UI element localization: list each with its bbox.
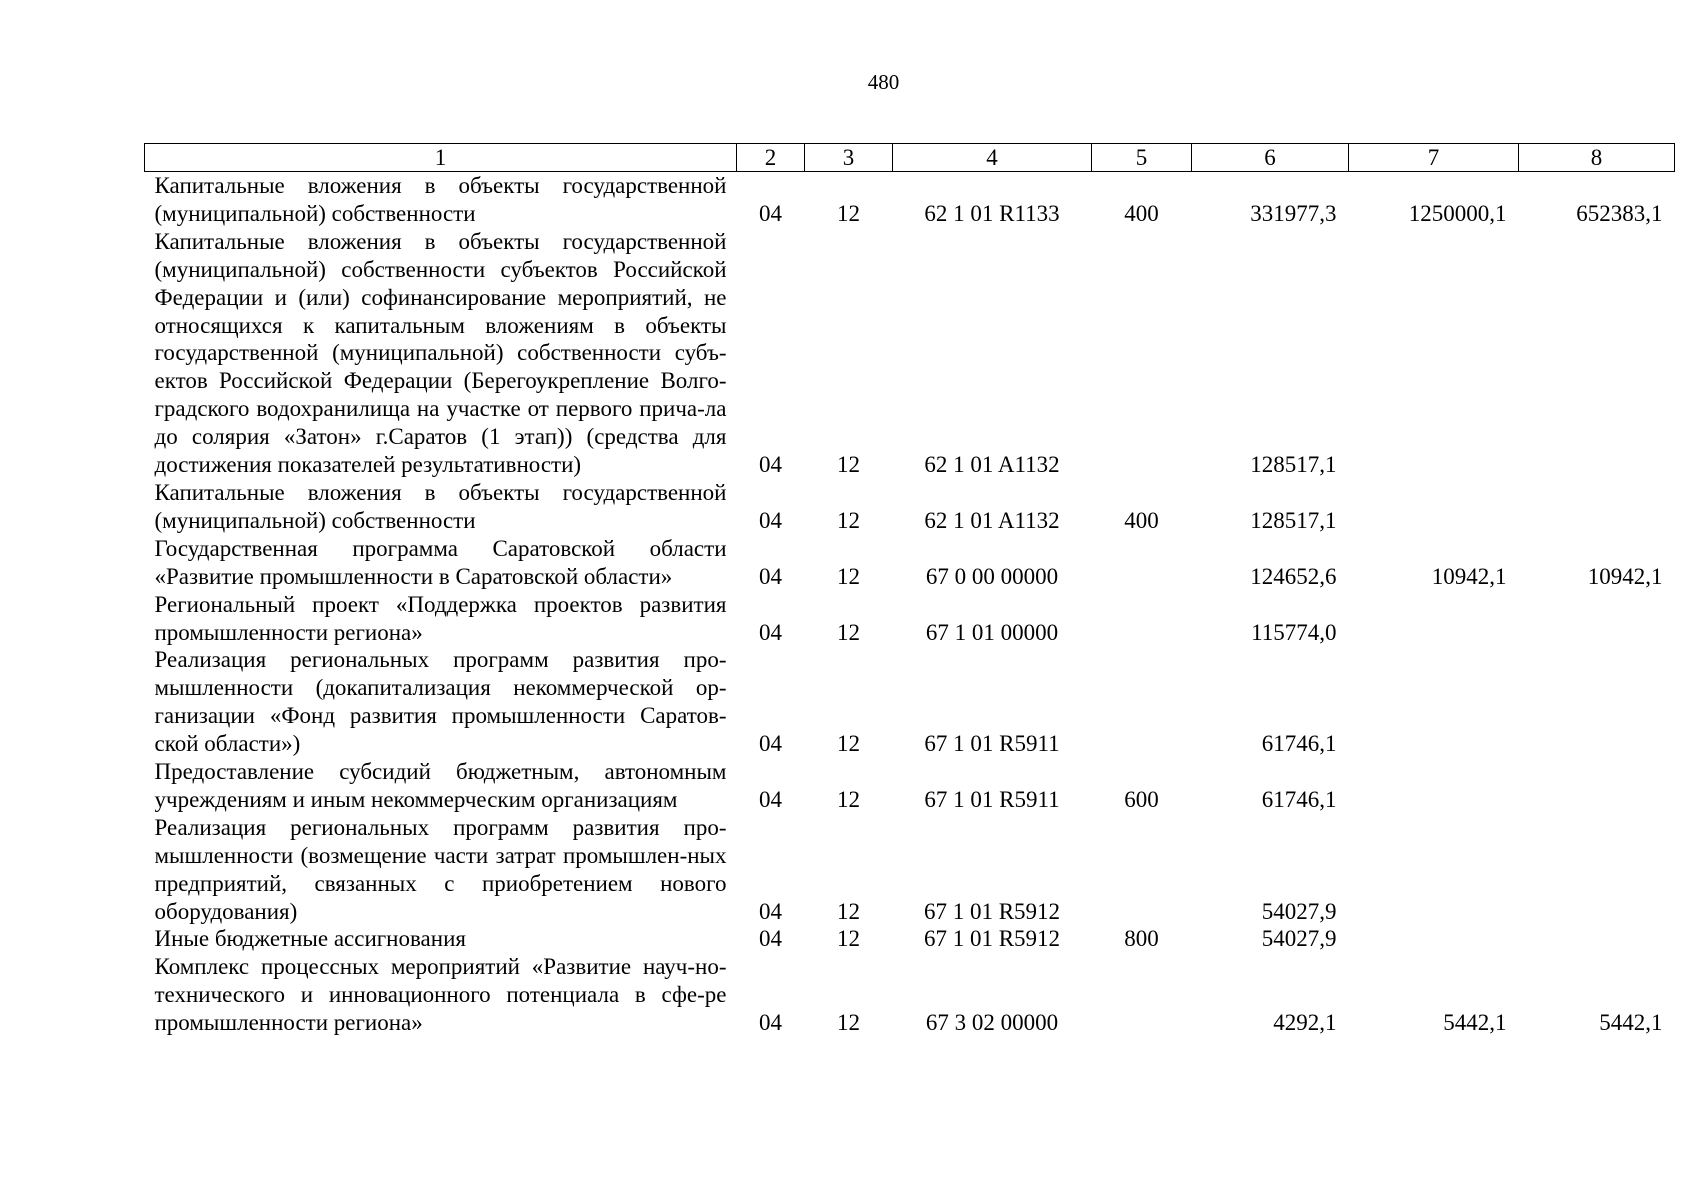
row-expense-type [1092, 228, 1192, 479]
row-amount-3 [1519, 925, 1675, 953]
row-amount-1: 4292,1 [1273, 1010, 1337, 1036]
row-amount-2: 10942,1 [1431, 563, 1507, 589]
row-razdel: 04 [759, 731, 782, 757]
row-amount-1: 331977,3 [1250, 200, 1337, 226]
row-podrazdel: 12 [837, 786, 860, 812]
row-razdel: 04 [759, 452, 782, 478]
row-amount-1: 115774,0 [1251, 619, 1337, 645]
row-razdel: 04 [759, 786, 782, 812]
row-amount-1: 54027,9 [1261, 926, 1337, 952]
row-amount-2 [1349, 646, 1519, 758]
row-amount-1: 128517,1 [1250, 452, 1337, 478]
header-cell-5: 5 [1092, 144, 1192, 172]
row-amount-2 [1349, 591, 1519, 647]
row-podrazdel: 12 [837, 563, 860, 589]
row-podrazdel: 12 [837, 731, 860, 757]
row-name: Иные бюджетные ассигнования [154, 926, 466, 952]
row-podrazdel: 12 [837, 619, 860, 645]
header-row [145, 144, 1675, 172]
table-body [145, 172, 1675, 1038]
row-amount-1: 61746,1 [1261, 786, 1337, 812]
row-podrazdel: 12 [837, 200, 860, 226]
row-name: Реализация региональных программ развития про-мышленности (возмещение части затрат промышлен-ных предприятий, связанных с приобретением нового оборудования) [154, 814, 727, 924]
row-name: Региональный проект «Поддержка проектов развития промышленности региона» [154, 591, 727, 645]
row-expense-type: 800 [1124, 926, 1159, 952]
row-expense-type: 400 [1124, 200, 1159, 226]
row-name: Предоставление субсидий бюджетным, автономным учреждениям и иным некоммерческим организациям [154, 759, 727, 812]
row-name: Комплекс процессных мероприятий «Развитие науч-но-технического и инновационного потенциала в сфе-ре промышленности региона» [154, 954, 727, 1036]
row-razdel: 04 [759, 619, 782, 645]
table-row [145, 479, 1675, 535]
row-expense-type: 600 [1124, 786, 1159, 812]
row-razdel: 04 [759, 563, 782, 589]
table-row [145, 228, 1675, 479]
row-target-article: 67 3 02 00000 [925, 1010, 1059, 1036]
row-target-article: 62 1 01 A1132 [924, 507, 1060, 533]
row-name: Реализация региональных программ развития про-мышленности (докапитализация некоммерческой ор-ганизации «Фонд развития промышленности Саратов-ской области») [154, 647, 727, 757]
row-amount-2 [1349, 228, 1519, 479]
row-razdel: 04 [759, 1010, 782, 1036]
row-amount-3 [1519, 591, 1675, 647]
row-amount-3 [1519, 814, 1675, 926]
table-row [145, 646, 1675, 758]
row-amount-2: 5442,1 [1443, 1010, 1507, 1036]
row-amount-2 [1349, 758, 1519, 814]
page-number: 480 [867, 70, 900, 94]
row-expense-type: 400 [1124, 507, 1159, 533]
row-amount-3: 5442,1 [1599, 1010, 1663, 1036]
row-target-article: 67 1 01 00000 [925, 619, 1059, 645]
budget-table [144, 143, 1675, 1037]
header-cell-4: 4 [893, 144, 1092, 172]
row-target-article: 62 1 01 A1132 [924, 452, 1060, 478]
table-row [145, 814, 1675, 926]
row-amount-2: 1250000,1 [1408, 200, 1507, 226]
header-cell-2: 2 [737, 144, 805, 172]
row-expense-type [1092, 646, 1192, 758]
row-expense-type [1092, 814, 1192, 926]
header-cell-8: 8 [1519, 144, 1675, 172]
row-razdel: 04 [759, 507, 782, 533]
row-amount-1: 61746,1 [1261, 731, 1337, 757]
table-row [145, 925, 1675, 953]
row-amount-2 [1349, 479, 1519, 535]
table-row [145, 591, 1675, 647]
row-amount-3 [1519, 758, 1675, 814]
row-amount-3 [1519, 228, 1675, 479]
row-amount-1: 128517,1 [1250, 507, 1337, 533]
row-name: Государственная программа Саратовской области «Развитие промышленности в Саратовской области» [154, 535, 727, 589]
row-amount-2 [1349, 814, 1519, 926]
row-amount-1: 54027,9 [1261, 898, 1337, 924]
row-amount-1: 124652,6 [1250, 563, 1337, 589]
row-target-article: 67 0 00 00000 [925, 563, 1059, 589]
row-target-article: 67 1 01 R5912 [923, 926, 1061, 952]
row-target-article: 67 1 01 R5911 [924, 786, 1060, 812]
row-razdel: 04 [759, 898, 782, 924]
header-cell-7: 7 [1349, 144, 1519, 172]
row-razdel: 04 [759, 926, 782, 952]
header-cell-1: 1 [145, 144, 737, 172]
table-row [145, 172, 1675, 228]
row-amount-3 [1519, 479, 1675, 535]
row-target-article: 62 1 01 R1133 [924, 200, 1060, 226]
row-target-article: 67 1 01 R5911 [924, 731, 1060, 757]
table-row [145, 535, 1675, 591]
row-expense-type [1092, 953, 1192, 1037]
row-amount-3 [1519, 646, 1675, 758]
row-amount-3: 10942,1 [1587, 563, 1663, 589]
row-name: Капитальные вложения в объекты государственной (муниципальной) собственности субъектов Российской Федерации и (или) софинансирование мероприятий, не относящихся к капитальным вложениям в объекты государственной (муниципальной) собственности субъ-ектов Российской Федерации (Берегоукрепление Волго-градского водохранилища на участке от первого прича-ла до солярия «Затон» г.Саратов (1 этап)) (средства для достижения показателей результативности) [154, 228, 727, 478]
row-razdel: 04 [759, 200, 782, 226]
row-amount-3: 652383,1 [1576, 200, 1663, 226]
row-name: Капитальные вложения в объекты государственной (муниципальной) собственности [154, 173, 727, 226]
row-podrazdel: 12 [837, 452, 860, 478]
table-row [145, 953, 1675, 1037]
row-expense-type [1092, 591, 1192, 647]
header-cell-6: 6 [1192, 144, 1349, 172]
row-expense-type [1092, 535, 1192, 591]
row-podrazdel: 12 [837, 898, 860, 924]
table-row [145, 758, 1675, 814]
row-amount-2 [1349, 925, 1519, 953]
row-podrazdel: 12 [837, 926, 860, 952]
header-cell-3: 3 [805, 144, 893, 172]
row-podrazdel: 12 [837, 507, 860, 533]
row-name: Капитальные вложения в объекты государственной (муниципальной) собственности [154, 479, 727, 533]
row-podrazdel: 12 [837, 1010, 860, 1036]
row-target-article: 67 1 01 R5912 [923, 898, 1061, 924]
